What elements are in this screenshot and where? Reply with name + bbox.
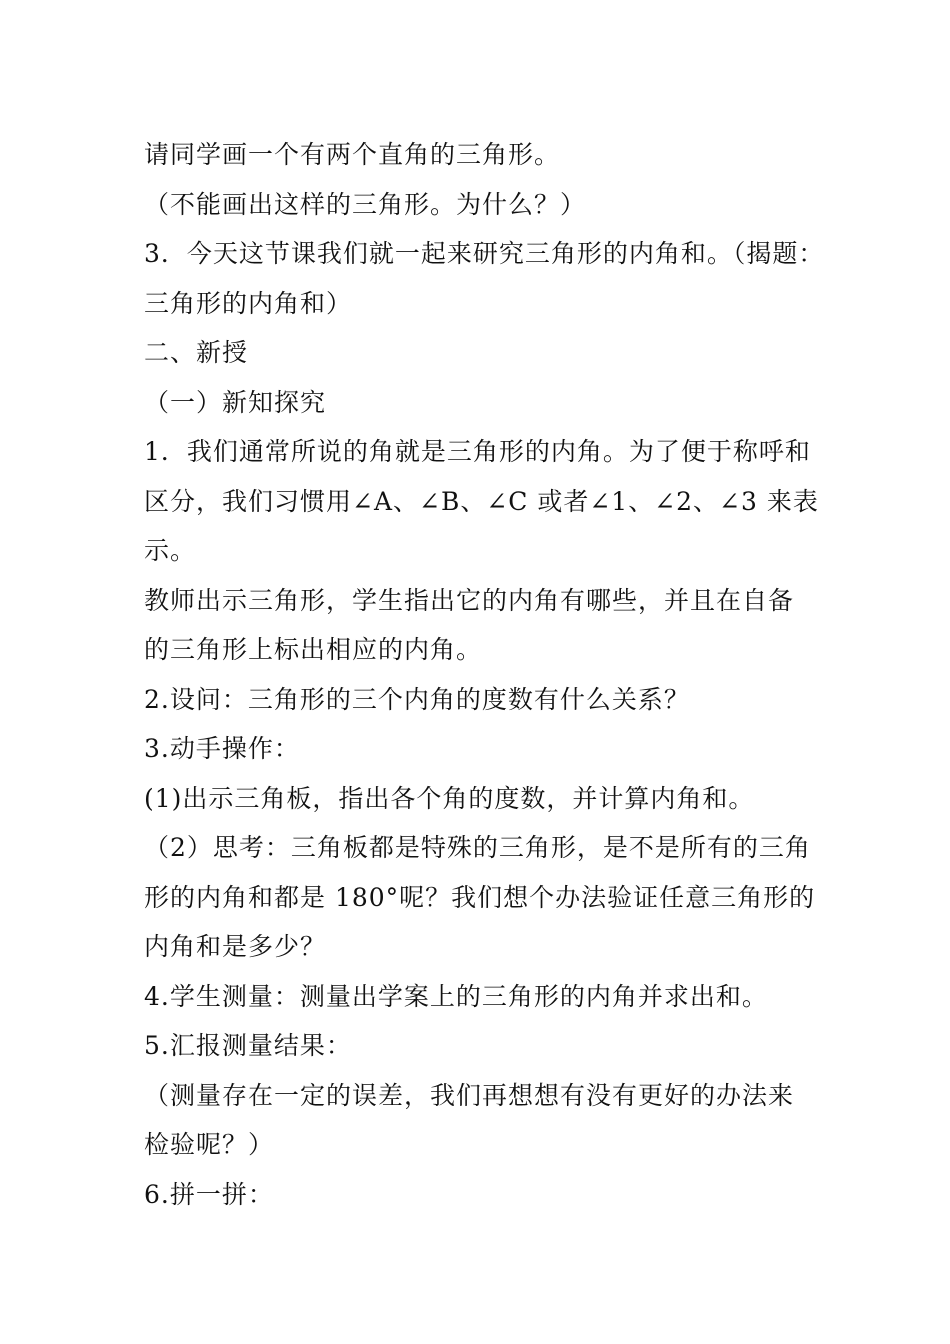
- text-line-12: 2.设问：三角形的三个内角的度数有什么关系？: [144, 684, 690, 714]
- text-line-7: 1．我们通常所说的角就是三角形的内角。为了便于称呼和: [144, 437, 811, 466]
- section-heading-new-lesson: 二、新授: [144, 338, 249, 367]
- text-line-15: （2）思考：三角板都是特殊的三角形，是不是所有的三角: [144, 833, 811, 862]
- text-line-17: 内角和是多少？: [144, 932, 327, 961]
- document-body: [144, 130, 824, 1219]
- text-line-4: 三角形的内角和）: [144, 288, 353, 318]
- text-line-22: 6.拼一拼：: [144, 1179, 274, 1209]
- text-line-21: 检验呢？）: [144, 1130, 275, 1159]
- text-line-1: 请同学画一个有两个直角的三角形。: [144, 140, 561, 169]
- text-line-20: （测量存在一定的误差，我们再想想有没有更好的办法来: [144, 1080, 795, 1110]
- text-line-18: 4.学生测量：测量出学案上的三角形的内角并求出和。: [144, 981, 768, 1011]
- text-line-3: 3．今天这节课我们就一起来研究三角形的内角和。（揭题：: [144, 239, 825, 268]
- text-line-13: 3.动手操作：: [144, 734, 300, 763]
- text-line-8: 区分，我们习惯用∠A、∠B、∠C 或者∠1、∠2、∠3 来表: [144, 486, 819, 516]
- text-line-16: 形的内角和都是 180°呢？我们想个办法验证任意三角形的: [144, 882, 816, 912]
- text-line-9: 示。: [144, 536, 197, 565]
- text-line-2: （不能画出这样的三角形。为什么？）: [144, 189, 587, 219]
- text-line-10: 教师出示三角形，学生指出它的内角有哪些，并且在自备: [144, 585, 795, 615]
- text-line-11: 的三角形上标出相应的内角。: [144, 635, 483, 664]
- text-line-19: 5.汇报测量结果：: [144, 1031, 352, 1060]
- subsection-heading-exploration: （一）新知探究: [144, 387, 327, 417]
- text-line-14: (1)出示三角板，指出各个角的度数，并计算内角和。: [144, 783, 755, 813]
